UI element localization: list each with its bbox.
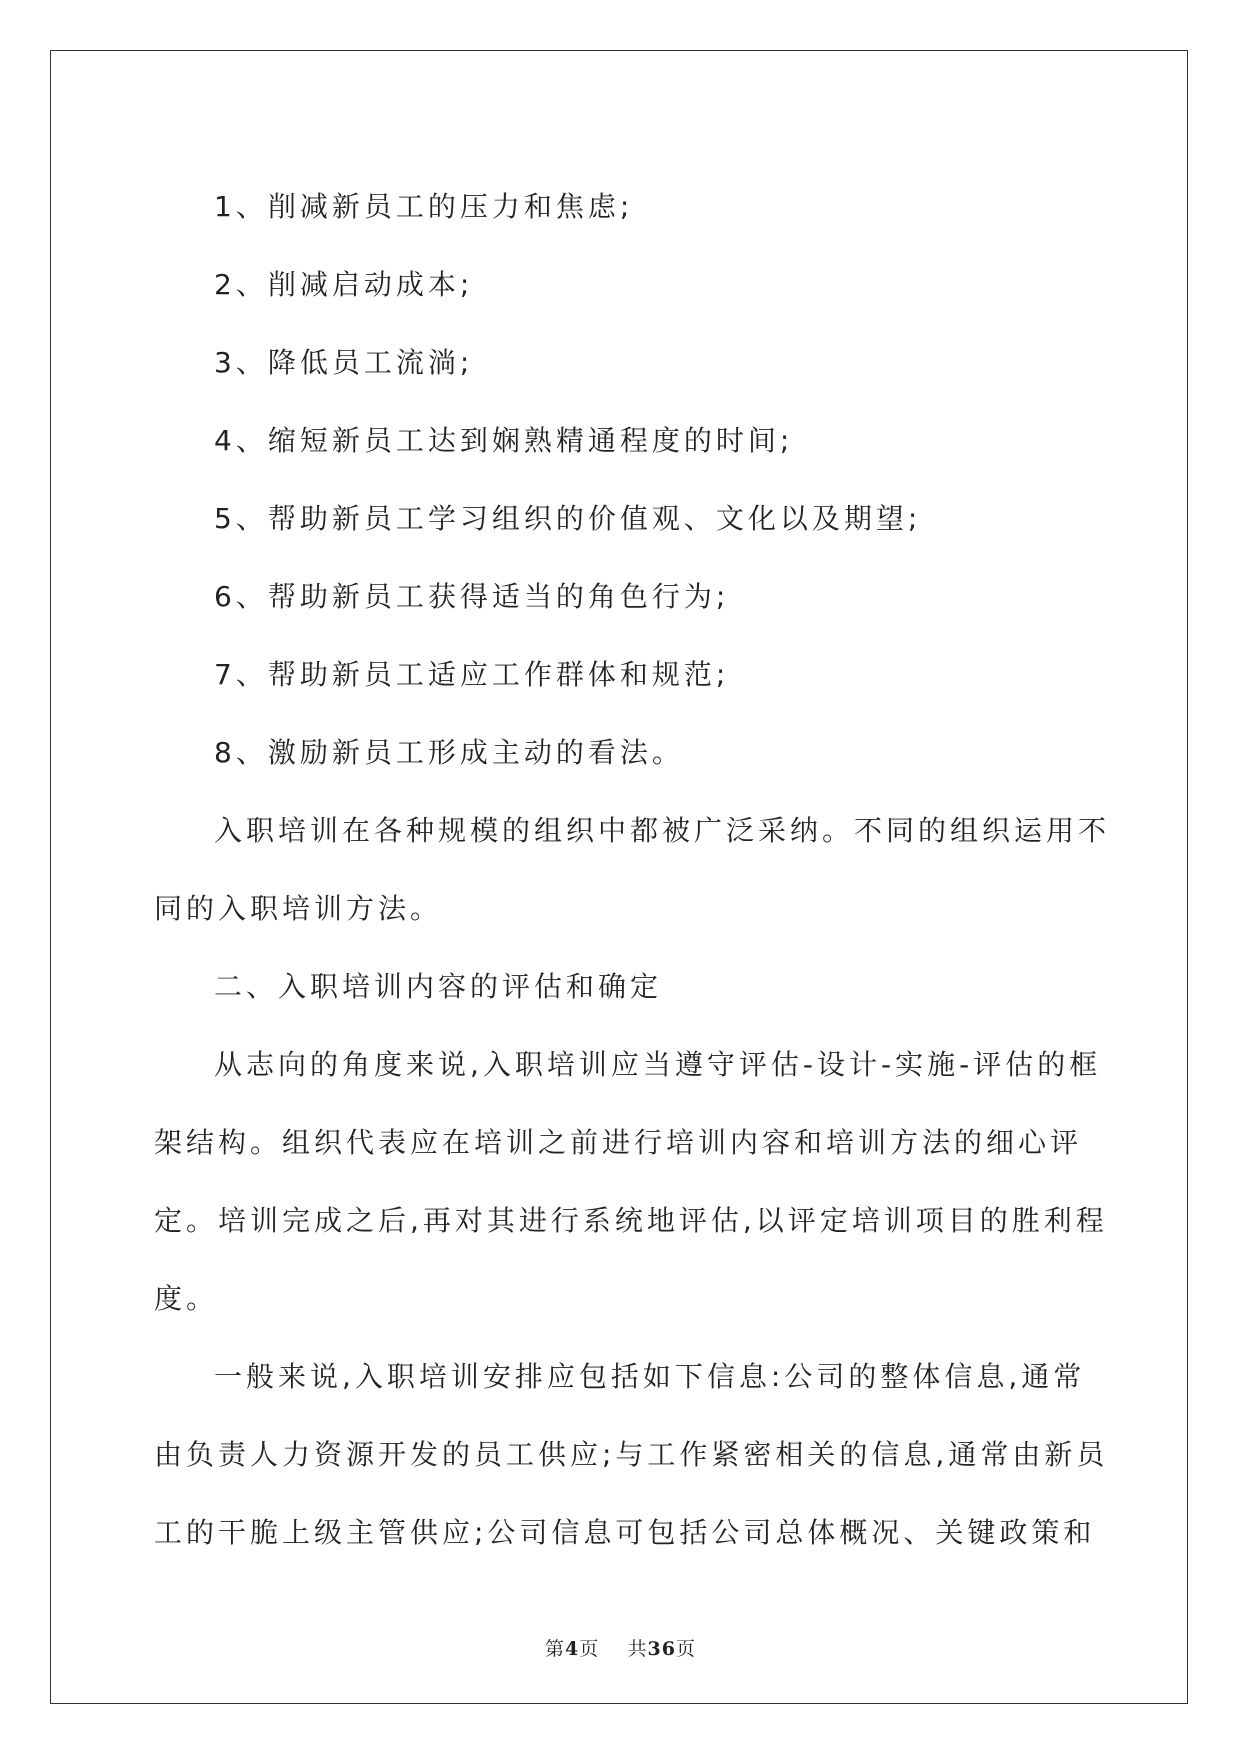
body-paragraph: 一般来说,入职培训安排应包括如下信息:公司的整体信息,通常由负责人力资源开发的员工供应;与工作紧密相关的信息,通常由新员工的干脆上级主管供应;公司信息可包括公司总体概况、关键政策和 [154,1360,1109,1549]
list-item: 4、缩短新员工达到娴熟精通程度的时间; [214,424,794,457]
document-body [154,168,1114,1572]
page-suffix: 页 [579,1638,600,1660]
section-heading: 二、入职培训内容的评估和确定 [214,970,663,1003]
body-paragraph: 入职培训在各种规模的组织中都被广泛采纳。不同的组织运用不同的入职培训方法。 [154,814,1111,925]
list-item: 2、削减启动成本; [214,268,474,301]
list-item: 5、帮助新员工学习组织的价值观、文化以及期望; [214,502,922,535]
body-paragraph: 从志向的角度来说,入职培训应当遵守评估-设计-实施-评估的框架结构。组织代表应在培训之前进行培训内容和培训方法的细心评定。培训完成之后,再对其进行系统地评估,以评定培训项目的胜利程度。 [154,1048,1108,1315]
total-prefix: 共 [627,1638,648,1660]
total-pages: 36 [647,1638,676,1660]
list-item: 8、激励新员工形成主动的看法。 [214,736,684,769]
list-item: 6、帮助新员工获得适当的角色行为; [214,580,730,613]
list-item: 3、降低员工流淌; [214,346,474,379]
page-footer [0,1634,1241,1661]
list-item: 1、削减新员工的压力和焦虑; [214,190,634,223]
total-suffix: 页 [675,1638,696,1660]
page-prefix: 第 [545,1638,566,1660]
page-number: 4 [565,1638,580,1660]
list-item: 7、帮助新员工适应工作群体和规范; [214,658,730,691]
